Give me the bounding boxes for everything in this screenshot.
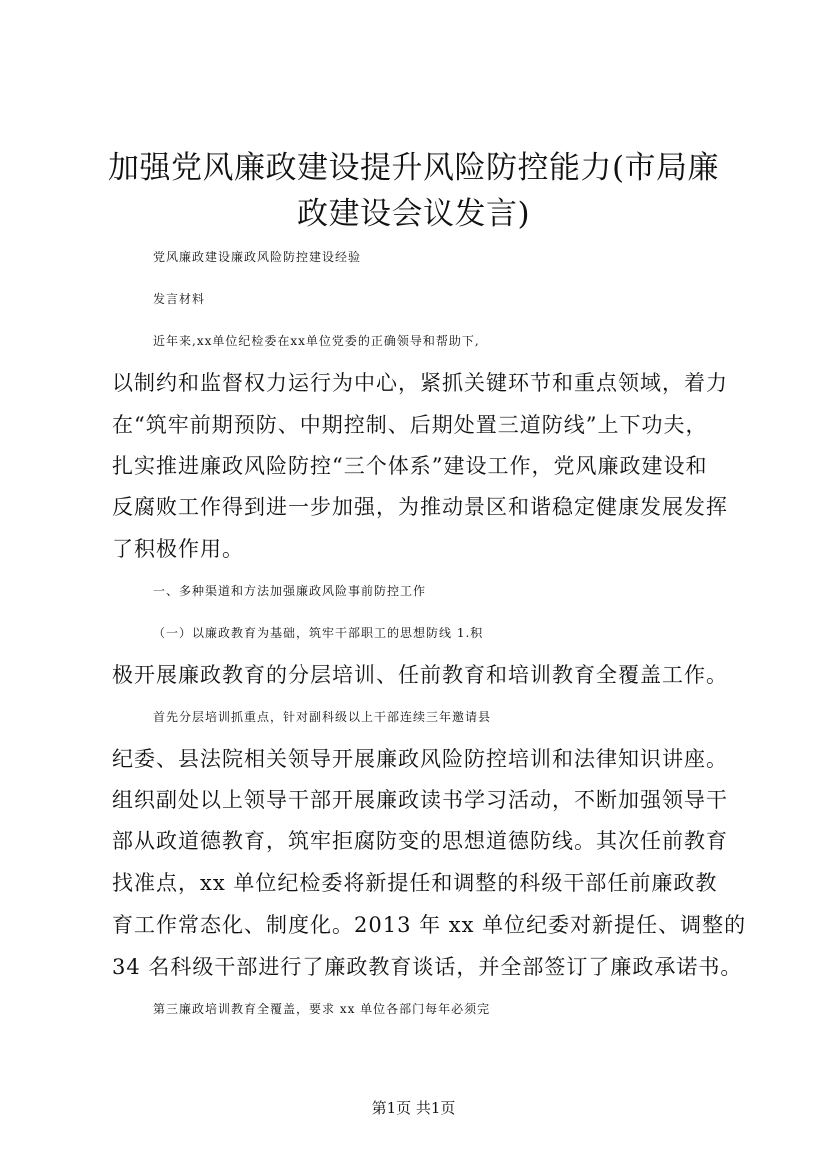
body-line: 育工作常态化、制度化。2013 年 xx 单位纪委对新提任、调整的 [112, 913, 747, 937]
body-line: 纪委、县法院相关领导开展廉政风险防控培训和法律知识讲座。 [112, 747, 728, 771]
body-line: 扎实推进廉政风险防控“三个体系”建设工作，党风廉政建设和 [112, 454, 708, 478]
body-line: 了积极作用。 [112, 537, 244, 561]
subtitle-line: 党风廉政建设廉政风险防控建设经验 [153, 250, 362, 264]
body-line: 反腐败工作得到进一步加强，为推动景区和谐稳定健康发展发挥 [112, 495, 728, 519]
body-line: 以制约和监督权力运行为中心，紧抓关键环节和重点领域，着力 [112, 371, 728, 395]
body-line: 首先分层培训抓重点，针对副科级以上干部连续三年邀请县 [153, 710, 492, 724]
document-title-line-1: 加强党风廉政建设提升风险防控能力(市局廉 [107, 150, 720, 186]
body-line: 极开展廉政教育的分层培训、任前教育和培训教育全覆盖工作。 [112, 663, 728, 687]
body-line: 第三廉政培训教育全覆盖，要求 xx 单位各部门每年必须完 [153, 1002, 491, 1016]
body-line: 在“筑牢前期预防、中期控制、后期处置三道防线”上下功夫， [112, 413, 708, 437]
body-line: 发言材料 [153, 292, 206, 306]
section-heading: 一、多种渠道和方法加强廉政风险事前防控工作 [153, 584, 427, 598]
document-title-line-2: 政建设会议发言) [296, 196, 531, 232]
body-line: 找准点，xx 单位纪检委将新提任和调整的科级干部任前廉政教 [112, 871, 718, 895]
subsection-heading: （一）以廉政教育为基础，筑牢干部职工的思想防线 1.积 [153, 626, 484, 640]
body-line: 近年来,xx单位纪检委在xx单位党委的正确领导和帮助下, [153, 334, 480, 348]
page-footer: 第1页 共1页 [371, 1099, 456, 1117]
body-line: 部从政道德教育，筑牢拒腐防变的思想道德防线。其次任前教育 [112, 829, 728, 853]
body-line: 34 名科级干部进行了廉政教育谈话，并全部签订了廉政承诺书。 [112, 955, 743, 979]
body-line: 组织副处以上领导干部开展廉政读书学习活动，不断加强领导干 [112, 788, 728, 812]
